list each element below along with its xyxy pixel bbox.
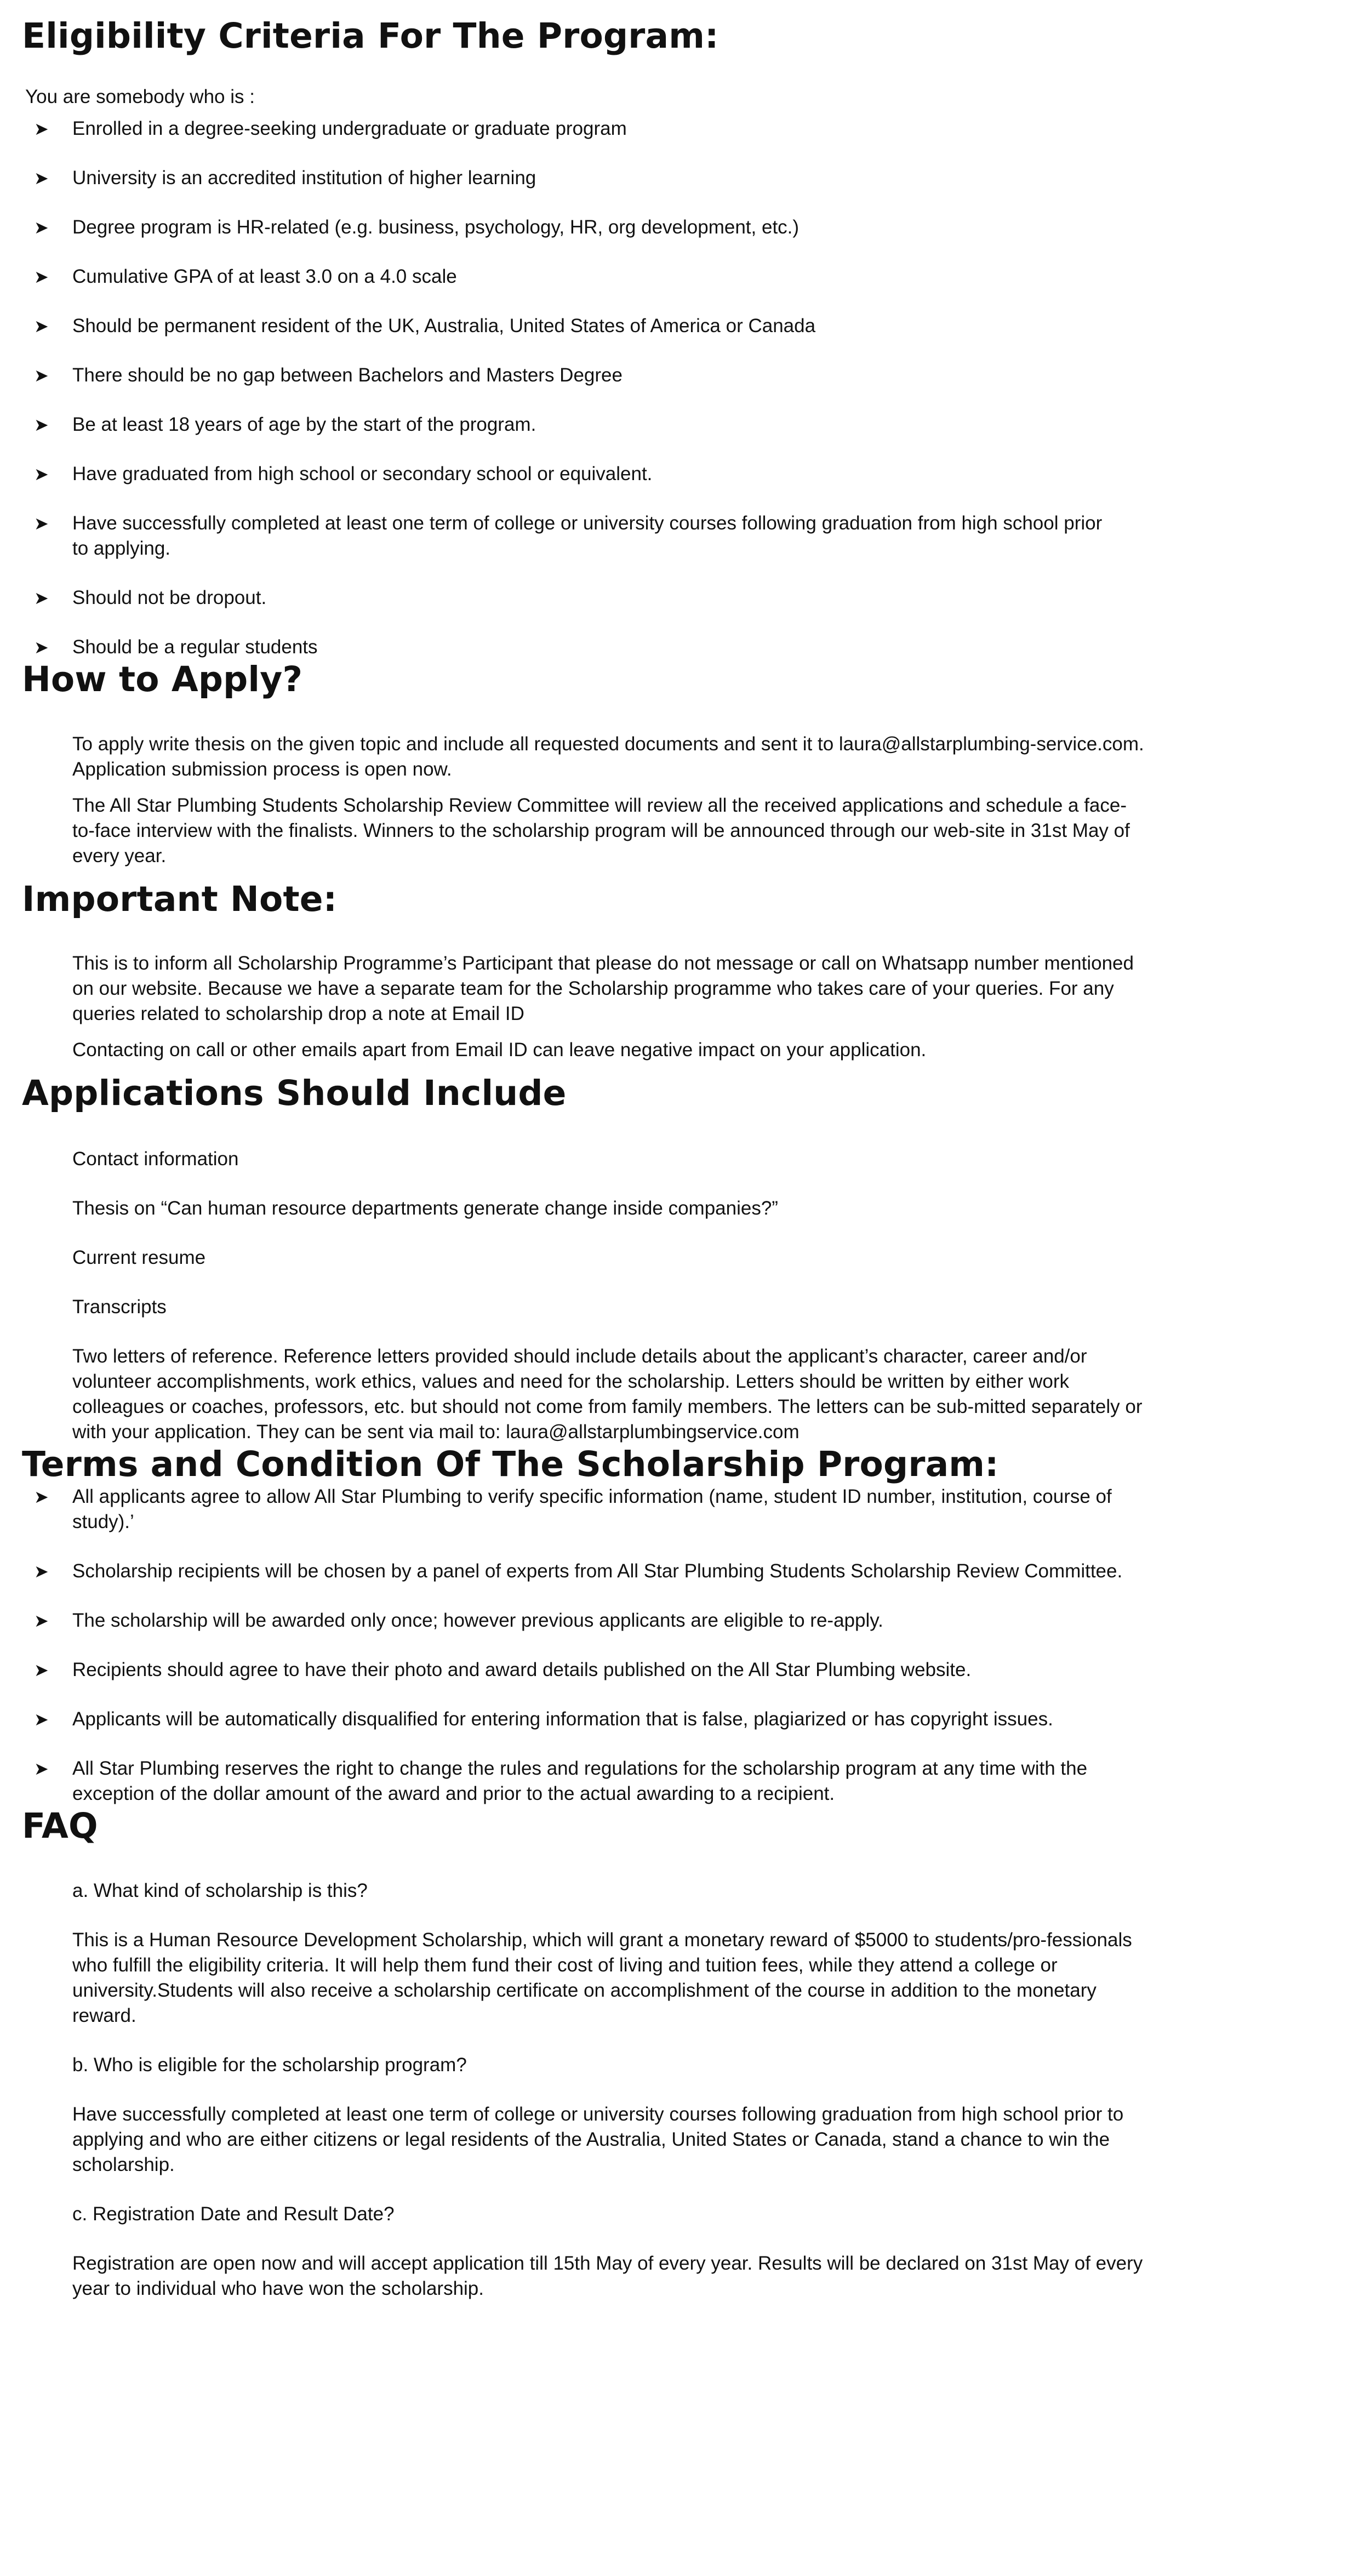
list-item-text: Be at least 18 years of age by the start of the program. bbox=[72, 414, 536, 436]
list-item-text: The scholarship will be awarded only once; however previous applicants are eligible to re-apply. bbox=[72, 1610, 883, 1632]
list-item bbox=[22, 166, 1123, 191]
list-item bbox=[22, 511, 1123, 561]
terms-heading: Terms and Condition Of The Scholarship Program: bbox=[22, 1444, 999, 1484]
eligibility-heading: Eligibility Criteria For The Program: bbox=[22, 16, 719, 56]
list-item bbox=[22, 1608, 1123, 1633]
list-item-text: Scholarship recipients will be chosen by a panel of experts from All Star Plumbing Students Scholarship Review Committee. bbox=[72, 1560, 1123, 1582]
arrow-bullet-icon: ➤ bbox=[34, 1709, 49, 1730]
arrow-bullet-icon: ➤ bbox=[34, 316, 49, 337]
arrow-bullet-icon: ➤ bbox=[34, 168, 49, 189]
list-item bbox=[22, 585, 1123, 611]
terms-list bbox=[22, 1484, 1123, 1806]
arrow-bullet-icon: ➤ bbox=[34, 1486, 49, 1508]
arrow-bullet-icon: ➤ bbox=[34, 588, 49, 609]
faq-question: c. Registration Date and Result Date? bbox=[72, 2203, 395, 2225]
list-item-text: There should be no gap between Bachelors and Masters Degree bbox=[72, 364, 623, 386]
list-item bbox=[22, 1707, 1123, 1732]
paragraph: The All Star Plumbing Students Scholarship Review Committee will review all the received applications and schedule a face-to-face interview with the finalists. Winners to the scholarship program will be announced through our web-site in 31st May of every year. bbox=[72, 794, 1130, 867]
list-item-text: Have graduated from high school or secondary school or equivalent. bbox=[72, 463, 653, 485]
list-item-text: All applicants agree to allow All Star Plumbing to verify specific information (name, student ID number, institution, course of study).’ bbox=[72, 1486, 1112, 1533]
faq-question: b. Who is eligible for the scholarship program? bbox=[72, 2054, 467, 2076]
paragraph: Contacting on call or other emails apart from Email ID can leave negative impact on your application. bbox=[72, 1039, 927, 1061]
list-item-text: Recipients should agree to have their photo and award details published on the All Star Plumbing website. bbox=[72, 1659, 972, 1681]
list-item-text: Degree program is HR-related (e.g. business, psychology, HR, org development, etc.) bbox=[72, 216, 800, 238]
terms-section bbox=[22, 1445, 1337, 1806]
list-item bbox=[22, 1657, 1123, 1683]
arrow-bullet-icon: ➤ bbox=[34, 637, 49, 658]
arrow-bullet-icon: ➤ bbox=[34, 266, 49, 288]
list-item bbox=[22, 412, 1123, 437]
eligibility-list bbox=[22, 116, 1123, 660]
paragraph: This is to inform all Scholarship Programme’s Participant that please do not message or call on Whatsapp number mentioned on our website. Because we have a separate team for the Scholarship programme who takes care of your queries. For any queries related to scholarship drop a note at Email ID bbox=[72, 953, 1134, 1025]
list-item bbox=[22, 1559, 1123, 1584]
eligibility-section bbox=[22, 16, 1337, 660]
list-item bbox=[22, 215, 1123, 240]
how-to-apply-section bbox=[22, 660, 1337, 868]
important-note-body bbox=[22, 951, 1146, 1063]
arrow-bullet-icon: ➤ bbox=[34, 464, 49, 485]
arrow-bullet-icon: ➤ bbox=[34, 1561, 49, 1582]
list-item bbox=[22, 264, 1123, 289]
list-item: Transcripts bbox=[72, 1296, 167, 1318]
applications-body bbox=[22, 1147, 1146, 1445]
faq-answer: This is a Human Resource Development Scholarship, which will grant a monetary reward of $5000 to students/pro-fessionals who fulfill the eligibility criteria. It will help them fund their cost of living and tuition fees, while they attend a college or university.Students will also receive a scholarship certificate on accomplishment of the course in addition to the monetary reward. bbox=[72, 1929, 1132, 2026]
faq-body bbox=[22, 1878, 1146, 2301]
faq-answer: Registration are open now and will accept application till 15th May of every year. Results will be declared on 31st May of every year to individual who have won the scholarship. bbox=[72, 2252, 1143, 2299]
list-item-text: Should be a regular students bbox=[72, 636, 318, 658]
arrow-bullet-icon: ➤ bbox=[34, 414, 49, 436]
list-item bbox=[22, 363, 1123, 388]
list-item: Current resume bbox=[72, 1246, 206, 1268]
list-item bbox=[22, 635, 1123, 660]
faq-heading: FAQ bbox=[22, 1806, 98, 1846]
applications-heading: Applications Should Include bbox=[22, 1073, 567, 1114]
list-item-text: Cumulative GPA of at least 3.0 on a 4.0 scale bbox=[72, 266, 457, 288]
list-item: Two letters of reference. Reference letters provided should include details about the applicant’s character, career and/or volunteer accomplishments, work ethics, values and need for the scholarship. Letters should be written by either work colleagues or coaches, professors, etc. but should not come from family members. The letters can be sub-mitted separately or with your application. They can be sent via mail to: laura@allstarplumbingservice.com bbox=[72, 1345, 1143, 1443]
arrow-bullet-icon: ➤ bbox=[34, 365, 49, 386]
important-note-section bbox=[22, 880, 1337, 1063]
list-item-text: Applicants will be automatically disqualified for entering information that is false, plagiarized or has copyright issues. bbox=[72, 1708, 1053, 1730]
arrow-bullet-icon: ➤ bbox=[34, 217, 49, 238]
list-item bbox=[22, 461, 1123, 487]
list-item-text: Have successfully completed at least one term of college or university courses following graduation from high school prior to applying. bbox=[72, 512, 1103, 560]
list-item bbox=[22, 116, 1123, 141]
faq-answer: Have successfully completed at least one term of college or university courses following graduation from high school prior to applying and who are either citizens or legal residents of the Australia, United States or Canada, stand a chance to win the scholarship. bbox=[72, 2103, 1124, 2175]
list-item bbox=[22, 1756, 1123, 1806]
list-item-text: University is an accredited institution of higher learning bbox=[72, 167, 536, 189]
list-item-text: All Star Plumbing reserves the right to change the rules and regulations for the scholarship program at any time with the exception of the dollar amount of the award and prior to the actual awarding to a recipient. bbox=[72, 1758, 1088, 1805]
list-item-text: Should not be dropout. bbox=[72, 587, 267, 609]
faq-section bbox=[22, 1806, 1337, 2301]
arrow-bullet-icon: ➤ bbox=[34, 1758, 49, 1780]
important-note-heading: Important Note: bbox=[22, 879, 338, 919]
list-item: Thesis on “Can human resource departments generate change inside companies?” bbox=[72, 1197, 778, 1219]
list-item bbox=[22, 1484, 1123, 1535]
arrow-bullet-icon: ➤ bbox=[34, 513, 49, 534]
paragraph: To apply write thesis on the given topic and include all requested documents and sent it to laura@allstarplumbing-service.com. Application submission process is open now. bbox=[72, 733, 1144, 780]
list-item: Contact information bbox=[72, 1148, 239, 1170]
how-to-apply-heading: How to Apply? bbox=[22, 659, 303, 700]
faq-question: a. What kind of scholarship is this? bbox=[72, 1879, 368, 1901]
how-to-apply-body bbox=[22, 732, 1146, 869]
arrow-bullet-icon: ➤ bbox=[34, 118, 49, 140]
applications-section bbox=[22, 1074, 1337, 1444]
list-item-text: Should be permanent resident of the UK, Australia, United States of America or Canada bbox=[72, 315, 816, 337]
list-item-text: Enrolled in a degree-seeking undergraduate or graduate program bbox=[72, 118, 627, 140]
arrow-bullet-icon: ➤ bbox=[34, 1610, 49, 1632]
arrow-bullet-icon: ➤ bbox=[34, 1660, 49, 1681]
list-item bbox=[22, 314, 1123, 339]
eligibility-intro: You are somebody who is : bbox=[25, 86, 255, 108]
